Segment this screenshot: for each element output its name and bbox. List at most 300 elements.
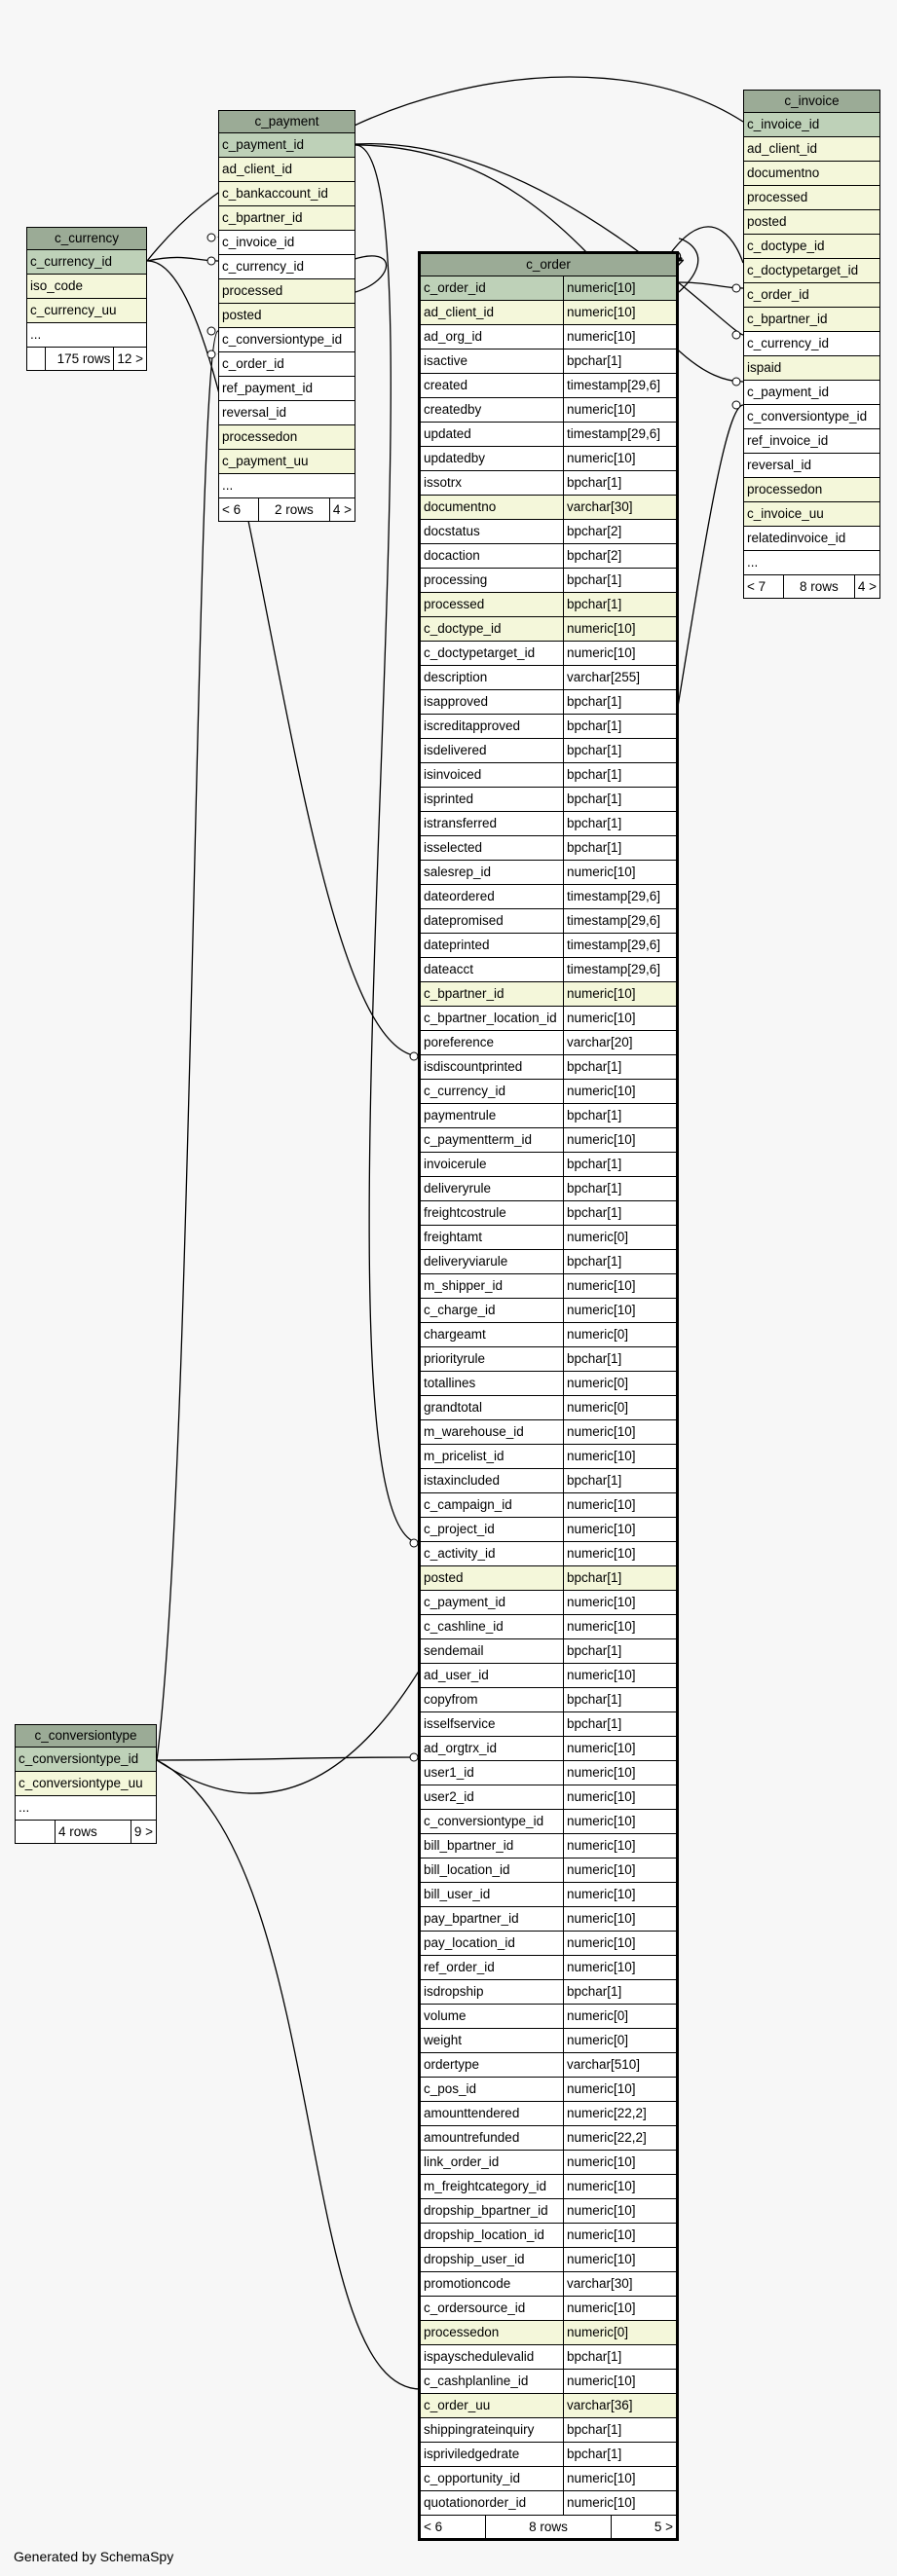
column-invoicerule[interactable] bbox=[421, 1153, 676, 1177]
column-name: m_freightcategory_id bbox=[424, 2179, 547, 2193]
column-type: bpchar[1] bbox=[563, 1688, 676, 1711]
column-type: numeric[10] bbox=[563, 982, 676, 1006]
column-pay-bpartner-id[interactable] bbox=[421, 1907, 676, 1932]
column-type: numeric[10] bbox=[563, 1128, 676, 1152]
column-totallines[interactable] bbox=[421, 1372, 676, 1396]
column-name: ad_user_id bbox=[424, 1668, 489, 1682]
table-c-payment[interactable] bbox=[218, 110, 355, 522]
column-type: numeric[10] bbox=[563, 1493, 676, 1517]
column-c-bpartner-location-id[interactable] bbox=[421, 1007, 676, 1031]
footer-right[interactable]: 9 > bbox=[131, 1821, 156, 1843]
column-name: ispayschedulevalid bbox=[424, 2349, 535, 2364]
cardinality-circle-icon bbox=[732, 378, 740, 386]
column-c-ordersource-id[interactable] bbox=[421, 2297, 676, 2321]
column-ad-client-id[interactable] bbox=[744, 137, 879, 162]
column-name: ref_payment_id bbox=[222, 381, 314, 395]
column-dateprinted[interactable] bbox=[421, 934, 676, 958]
column-processedon[interactable] bbox=[421, 2321, 676, 2345]
column-name: ordertype bbox=[424, 2057, 480, 2072]
column--[interactable] bbox=[219, 474, 355, 497]
column-isactive[interactable] bbox=[421, 350, 676, 374]
column-user1-id[interactable] bbox=[421, 1761, 676, 1785]
column-c-bankaccount-id[interactable] bbox=[219, 182, 355, 206]
column-m-warehouse-id[interactable] bbox=[421, 1420, 676, 1445]
column-isdropship[interactable] bbox=[421, 1980, 676, 2005]
column-name: iscreditapproved bbox=[424, 718, 521, 733]
column-c-currency-id[interactable] bbox=[421, 1080, 676, 1104]
column-type: varchar[36] bbox=[563, 2394, 676, 2417]
column-ad-orgtrx-id[interactable] bbox=[421, 1737, 676, 1761]
column-iso-code[interactable] bbox=[27, 275, 146, 299]
column-chargeamt[interactable] bbox=[421, 1323, 676, 1347]
column-type: numeric[10] bbox=[563, 642, 676, 665]
column-type: numeric[0] bbox=[563, 1372, 676, 1395]
column-type: numeric[10] bbox=[563, 1299, 676, 1322]
column-type: bpchar[1] bbox=[563, 1250, 676, 1273]
column--[interactable] bbox=[16, 1796, 156, 1820]
column-type: timestamp[29,6] bbox=[563, 423, 676, 446]
cardinality-circle-icon bbox=[732, 284, 740, 292]
column-name: c_order_id bbox=[222, 356, 284, 371]
column-promotioncode[interactable] bbox=[421, 2272, 676, 2297]
column-name: c_project_id bbox=[424, 1522, 495, 1536]
column-type: numeric[10] bbox=[563, 447, 676, 470]
column-type: numeric[10] bbox=[563, 1445, 676, 1468]
column-type: bpchar[1] bbox=[563, 593, 676, 616]
column-c-invoice-uu[interactable] bbox=[744, 502, 879, 527]
column-c-activity-id[interactable] bbox=[421, 1542, 676, 1566]
column-c-doctypetarget-id[interactable] bbox=[421, 642, 676, 666]
column-c-doctypetarget-id[interactable] bbox=[744, 259, 879, 283]
column-name: c_bpartner_location_id bbox=[424, 1011, 557, 1025]
column-name: chargeamt bbox=[424, 1327, 486, 1342]
column-updated[interactable] bbox=[421, 423, 676, 447]
column-name: c_invoice_id bbox=[747, 117, 820, 131]
column-c-invoice-id[interactable] bbox=[219, 231, 355, 255]
table-c-currency[interactable] bbox=[26, 227, 147, 371]
column-istransferred[interactable] bbox=[421, 812, 676, 836]
column-name: c_order_id bbox=[747, 287, 809, 302]
column-c-currency-id[interactable] bbox=[744, 332, 879, 356]
column-type: bpchar[1] bbox=[563, 2443, 676, 2466]
column-c-campaign-id[interactable] bbox=[421, 1493, 676, 1518]
column-priorityrule[interactable] bbox=[421, 1347, 676, 1372]
column-ad-org-id[interactable] bbox=[421, 325, 676, 350]
column-description[interactable] bbox=[421, 666, 676, 690]
column-name: processing bbox=[424, 572, 488, 587]
column-isdiscountprinted[interactable] bbox=[421, 1055, 676, 1080]
column-bill-location-id[interactable] bbox=[421, 1858, 676, 1883]
column-c-bpartner-id[interactable] bbox=[421, 982, 676, 1007]
column-c-cashplanline-id[interactable] bbox=[421, 2370, 676, 2394]
column-type: numeric[10] bbox=[563, 1615, 676, 1638]
column-type: numeric[10] bbox=[563, 2297, 676, 2320]
column-name: processed bbox=[747, 190, 808, 204]
column-processed[interactable] bbox=[744, 186, 879, 210]
column-name: c_cashline_id bbox=[424, 1619, 504, 1634]
column-name: c_currency_id bbox=[30, 254, 113, 269]
column-c-conversiontype-id[interactable] bbox=[744, 405, 879, 429]
column-type: numeric[0] bbox=[563, 2321, 676, 2344]
column-name: ref_invoice_id bbox=[747, 433, 829, 448]
column-c-conversiontype-uu[interactable] bbox=[16, 1772, 156, 1796]
column-c-currency-id[interactable] bbox=[27, 250, 146, 275]
column-name: createdby bbox=[424, 402, 482, 417]
column-type: numeric[10] bbox=[563, 1956, 676, 1979]
column-isprinted[interactable] bbox=[421, 788, 676, 812]
column-docstatus[interactable] bbox=[421, 520, 676, 544]
column-reversal-id[interactable] bbox=[219, 401, 355, 425]
column-type: bpchar[1] bbox=[563, 471, 676, 495]
column-c-payment-uu[interactable] bbox=[219, 450, 355, 474]
table-c-order[interactable] bbox=[418, 251, 679, 2541]
column-processedon[interactable] bbox=[744, 478, 879, 502]
column-name: ad_client_id bbox=[222, 162, 293, 176]
column-c-conversiontype-id[interactable] bbox=[421, 1810, 676, 1834]
column-name: ... bbox=[222, 478, 234, 493]
column-name: processed bbox=[222, 283, 283, 298]
column-type: bpchar[1] bbox=[563, 836, 676, 860]
table-header[interactable]: c_currency bbox=[27, 228, 146, 250]
column-name: poreference bbox=[424, 1035, 495, 1049]
column-name: documentno bbox=[424, 499, 497, 514]
column-type: timestamp[29,6] bbox=[563, 934, 676, 957]
column-type: numeric[10] bbox=[563, 1932, 676, 1955]
column-name: weight bbox=[424, 2033, 463, 2047]
column-volume[interactable] bbox=[421, 2005, 676, 2029]
column-c-invoice-id[interactable] bbox=[744, 113, 879, 137]
column-deliveryviarule[interactable] bbox=[421, 1250, 676, 1274]
column-type: bpchar[1] bbox=[563, 788, 676, 811]
column-c-doctype-id[interactable] bbox=[421, 617, 676, 642]
column-name: ad_orgtrx_id bbox=[424, 1741, 498, 1755]
column-type: bpchar[1] bbox=[563, 1055, 676, 1079]
column-c-currency-uu[interactable] bbox=[27, 299, 146, 323]
column-name: c_invoice_uu bbox=[747, 506, 824, 521]
column-type: varchar[255] bbox=[563, 666, 676, 689]
column-name: c_bankaccount_id bbox=[222, 186, 328, 201]
column-isselected[interactable] bbox=[421, 836, 676, 861]
column-name: issotrx bbox=[424, 475, 463, 490]
footer-left[interactable] bbox=[16, 1821, 55, 1843]
column-ordertype[interactable] bbox=[421, 2053, 676, 2078]
column-type: numeric[10] bbox=[563, 2224, 676, 2247]
column-name: datepromised bbox=[424, 913, 504, 928]
column-type: timestamp[29,6] bbox=[563, 374, 676, 397]
column-ref-payment-id[interactable] bbox=[219, 377, 355, 401]
table-header[interactable]: c_order bbox=[421, 254, 676, 276]
column-name: amounttendered bbox=[424, 2106, 520, 2120]
table-header[interactable]: c_invoice bbox=[744, 91, 879, 113]
table-footer bbox=[16, 1820, 156, 1843]
column-poreference[interactable] bbox=[421, 1031, 676, 1055]
column-c-bpartner-id[interactable] bbox=[744, 308, 879, 332]
footer-rows: 4 rows bbox=[55, 1821, 131, 1843]
column-user2-id[interactable] bbox=[421, 1785, 676, 1810]
column-type: numeric[10] bbox=[563, 2467, 676, 2490]
column-type: varchar[30] bbox=[563, 496, 676, 519]
column-m-shipper-id[interactable] bbox=[421, 1274, 676, 1299]
column-isapproved[interactable] bbox=[421, 690, 676, 715]
column-c-conversiontype-id[interactable] bbox=[219, 328, 355, 352]
column-c-conversiontype-id[interactable] bbox=[16, 1748, 156, 1772]
column-name: c_currency_id bbox=[222, 259, 305, 274]
column-name: updatedby bbox=[424, 451, 486, 465]
column-type: numeric[10] bbox=[563, 2491, 676, 2515]
column-isdelivered[interactable] bbox=[421, 739, 676, 763]
column-ad-user-id[interactable] bbox=[421, 1664, 676, 1688]
column-datepromised[interactable] bbox=[421, 909, 676, 934]
column-iscreditapproved[interactable] bbox=[421, 715, 676, 739]
column-name: c_payment_uu bbox=[222, 454, 309, 468]
footer-right[interactable]: 4 > bbox=[329, 498, 355, 521]
column-c-payment-id[interactable] bbox=[744, 381, 879, 405]
column-c-order-id[interactable] bbox=[744, 283, 879, 308]
column-c-order-id[interactable] bbox=[219, 352, 355, 377]
column-name: ref_order_id bbox=[424, 1960, 495, 1974]
column-c-payment-id[interactable] bbox=[421, 1591, 676, 1615]
column-name: c_conversiontype_id bbox=[19, 1751, 139, 1766]
column-ad-client-id[interactable] bbox=[421, 301, 676, 325]
conn-payment-conversiontype bbox=[157, 331, 218, 1760]
column-created[interactable] bbox=[421, 374, 676, 398]
cardinality-circle-icon bbox=[207, 327, 215, 335]
column-ref-invoice-id[interactable] bbox=[744, 429, 879, 454]
column-name: c_ordersource_id bbox=[424, 2300, 526, 2315]
column-type: bpchar[1] bbox=[563, 690, 676, 714]
column-reversal-id[interactable] bbox=[744, 454, 879, 478]
column-c-doctype-id[interactable] bbox=[744, 235, 879, 259]
column-link-order-id[interactable] bbox=[421, 2151, 676, 2175]
table-c-conversiontype[interactable] bbox=[15, 1724, 157, 1844]
column-name: posted bbox=[222, 308, 262, 322]
column-dropship-location-id[interactable] bbox=[421, 2224, 676, 2248]
column-name: c_conversiontype_id bbox=[222, 332, 343, 347]
table-header[interactable]: c_conversiontype bbox=[16, 1725, 156, 1748]
conn-order-self bbox=[679, 239, 698, 292]
column-c-order-uu[interactable] bbox=[421, 2394, 676, 2418]
column-ispayschedulevalid[interactable] bbox=[421, 2345, 676, 2370]
column-type: bpchar[1] bbox=[563, 1104, 676, 1127]
column-c-project-id[interactable] bbox=[421, 1518, 676, 1542]
footer-left[interactable]: < 7 bbox=[747, 579, 766, 594]
column-type: bpchar[1] bbox=[563, 1566, 676, 1590]
column-weight[interactable] bbox=[421, 2029, 676, 2053]
column-name: processed bbox=[424, 597, 485, 611]
footer-rows: 8 rows bbox=[485, 2516, 611, 2538]
column-type: bpchar[1] bbox=[563, 1712, 676, 1736]
footer-left[interactable]: < 6 bbox=[222, 502, 242, 517]
column-deliveryrule[interactable] bbox=[421, 1177, 676, 1201]
column-isinvoiced[interactable] bbox=[421, 763, 676, 788]
column-name: ad_org_id bbox=[424, 329, 483, 344]
column-bill-user-id[interactable] bbox=[421, 1883, 676, 1907]
conn-order-payment bbox=[355, 145, 421, 1543]
column-name: dateordered bbox=[424, 889, 495, 903]
column-type: numeric[10] bbox=[563, 301, 676, 324]
column-name: user1_id bbox=[424, 1765, 474, 1780]
column-name: c_conversiontype_id bbox=[424, 1814, 544, 1828]
column-name: c_bpartner_id bbox=[222, 210, 303, 225]
column-name: freightamt bbox=[424, 1230, 483, 1244]
column-name: promotioncode bbox=[424, 2276, 511, 2291]
column-type: numeric[10] bbox=[563, 1834, 676, 1858]
column-type: numeric[22,2] bbox=[563, 2102, 676, 2125]
column-processed[interactable] bbox=[421, 593, 676, 617]
column-salesrep-id[interactable] bbox=[421, 861, 676, 885]
column-c-cashline-id[interactable] bbox=[421, 1615, 676, 1639]
footer-left[interactable]: < 6 bbox=[424, 2520, 443, 2534]
column-name: isdelivered bbox=[424, 743, 487, 757]
column-type: timestamp[29,6] bbox=[563, 958, 676, 981]
column-dateacct[interactable] bbox=[421, 958, 676, 982]
column-processing[interactable] bbox=[421, 569, 676, 593]
column-processedon[interactable] bbox=[219, 425, 355, 450]
column-type: bpchar[1] bbox=[563, 1201, 676, 1225]
column-c-charge-id[interactable] bbox=[421, 1299, 676, 1323]
column-name: pay_location_id bbox=[424, 1935, 515, 1950]
column-type: numeric[0] bbox=[563, 1396, 676, 1419]
column-type: bpchar[1] bbox=[563, 1980, 676, 2004]
table-header[interactable]: c_payment bbox=[219, 111, 355, 133]
column-posted[interactable] bbox=[744, 210, 879, 235]
footer-right[interactable]: 4 > bbox=[854, 575, 879, 598]
column-name: user2_id bbox=[424, 1789, 474, 1804]
column-type: bpchar[1] bbox=[563, 763, 676, 787]
column-name: freightcostrule bbox=[424, 1205, 506, 1220]
column-grandtotal[interactable] bbox=[421, 1396, 676, 1420]
column-type: numeric[10] bbox=[563, 1518, 676, 1541]
column-ad-client-id[interactable] bbox=[219, 158, 355, 182]
column-c-currency-id[interactable] bbox=[219, 255, 355, 279]
column-name: posted bbox=[747, 214, 787, 229]
column-documentno[interactable] bbox=[421, 496, 676, 520]
column-name: dropship_bpartner_id bbox=[424, 2203, 548, 2218]
column-dropship-user-id[interactable] bbox=[421, 2248, 676, 2272]
column-freightcostrule[interactable] bbox=[421, 1201, 676, 1226]
column-type: bpchar[2] bbox=[563, 520, 676, 543]
column-pay-location-id[interactable] bbox=[421, 1932, 676, 1956]
column-relatedinvoice-id[interactable] bbox=[744, 527, 879, 551]
column-name: pay_bpartner_id bbox=[424, 1911, 519, 1926]
column-shippingrateinquiry[interactable] bbox=[421, 2418, 676, 2443]
column-name: c_paymentterm_id bbox=[424, 1132, 533, 1147]
column-dropship-bpartner-id[interactable] bbox=[421, 2199, 676, 2224]
column-docaction[interactable] bbox=[421, 544, 676, 569]
column-type: numeric[10] bbox=[563, 1810, 676, 1833]
column-name: documentno bbox=[747, 166, 820, 180]
column-c-paymentterm-id[interactable] bbox=[421, 1128, 676, 1153]
column-name: processedon bbox=[424, 2325, 500, 2339]
column-quotationorder-id[interactable] bbox=[421, 2491, 676, 2515]
column-type: bpchar[1] bbox=[563, 2418, 676, 2442]
column-c-opportunity-id[interactable] bbox=[421, 2467, 676, 2491]
column-name: quotationorder_id bbox=[424, 2495, 527, 2510]
column-paymentrule[interactable] bbox=[421, 1104, 676, 1128]
footer-right[interactable]: 12 > bbox=[113, 348, 146, 370]
column-name: deliveryrule bbox=[424, 1181, 492, 1196]
column-name: totallines bbox=[424, 1376, 476, 1390]
column-type: numeric[10] bbox=[563, 2151, 676, 2174]
column-ispaid[interactable] bbox=[744, 356, 879, 381]
column-name: copyfrom bbox=[424, 1692, 478, 1707]
column-createdby[interactable] bbox=[421, 398, 676, 423]
column-ispriviledgedrate[interactable] bbox=[421, 2443, 676, 2467]
column-type: numeric[0] bbox=[563, 2029, 676, 2052]
column-updatedby[interactable] bbox=[421, 447, 676, 471]
column-name: dropship_user_id bbox=[424, 2252, 525, 2266]
column-ref-order-id[interactable] bbox=[421, 1956, 676, 1980]
column-c-order-id[interactable] bbox=[421, 276, 676, 301]
column-c-payment-id[interactable] bbox=[219, 133, 355, 158]
column-name: isactive bbox=[424, 353, 468, 368]
column-type: varchar[510] bbox=[563, 2053, 676, 2077]
column-type: bpchar[1] bbox=[563, 1177, 676, 1200]
column-name: c_payment_id bbox=[747, 385, 830, 399]
column-processed[interactable] bbox=[219, 279, 355, 304]
footer-rows: 175 rows bbox=[45, 348, 113, 370]
column-posted[interactable] bbox=[421, 1566, 676, 1591]
column-name: grandtotal bbox=[424, 1400, 483, 1415]
column-c-pos-id[interactable] bbox=[421, 2078, 676, 2102]
column-type: varchar[20] bbox=[563, 1031, 676, 1054]
column--[interactable] bbox=[27, 323, 146, 347]
column-name: isselected bbox=[424, 840, 483, 855]
column-type: numeric[0] bbox=[563, 1323, 676, 1346]
column-sendemail[interactable] bbox=[421, 1639, 676, 1664]
column--[interactable] bbox=[744, 551, 879, 574]
column-type: numeric[10] bbox=[563, 1080, 676, 1103]
column-name: dropship_location_id bbox=[424, 2227, 544, 2242]
column-type: numeric[10] bbox=[563, 1664, 676, 1687]
column-issotrx[interactable] bbox=[421, 471, 676, 496]
column-type: numeric[10] bbox=[563, 398, 676, 422]
column-name: volume bbox=[424, 2008, 467, 2023]
column-type: bpchar[1] bbox=[563, 715, 676, 738]
cardinality-circle-icon bbox=[732, 331, 740, 339]
column-name: c_doctypetarget_id bbox=[747, 263, 859, 277]
column-m-pricelist-id[interactable] bbox=[421, 1445, 676, 1469]
column-name: processedon bbox=[747, 482, 823, 497]
column-freightamt[interactable] bbox=[421, 1226, 676, 1250]
column-posted[interactable] bbox=[219, 304, 355, 328]
column-name: c_order_id bbox=[424, 280, 486, 295]
footer-left[interactable] bbox=[27, 348, 45, 370]
table-c-invoice[interactable] bbox=[743, 90, 880, 599]
column-name: docstatus bbox=[424, 524, 480, 538]
column-copyfrom[interactable] bbox=[421, 1688, 676, 1712]
column-type: numeric[10] bbox=[563, 2248, 676, 2271]
footer-rows: 2 rows bbox=[258, 498, 329, 521]
column-type: numeric[10] bbox=[563, 1785, 676, 1809]
conn-order-conversiontype bbox=[157, 1757, 421, 1760]
column-m-freightcategory-id[interactable] bbox=[421, 2175, 676, 2199]
column-documentno[interactable] bbox=[744, 162, 879, 186]
column-dateordered[interactable] bbox=[421, 885, 676, 909]
column-amounttendered[interactable] bbox=[421, 2102, 676, 2126]
footer-right[interactable]: 5 > bbox=[611, 2516, 676, 2538]
column-isselfservice[interactable] bbox=[421, 1712, 676, 1737]
column-amountrefunded[interactable] bbox=[421, 2126, 676, 2151]
column-c-bpartner-id[interactable] bbox=[219, 206, 355, 231]
column-istaxincluded[interactable] bbox=[421, 1469, 676, 1493]
column-bill-bpartner-id[interactable] bbox=[421, 1834, 676, 1858]
column-type: numeric[10] bbox=[563, 617, 676, 641]
column-type: numeric[0] bbox=[563, 2005, 676, 2028]
column-name: isinvoiced bbox=[424, 767, 482, 782]
column-type: numeric[10] bbox=[563, 1858, 676, 1882]
column-name: bill_user_id bbox=[424, 1887, 491, 1901]
